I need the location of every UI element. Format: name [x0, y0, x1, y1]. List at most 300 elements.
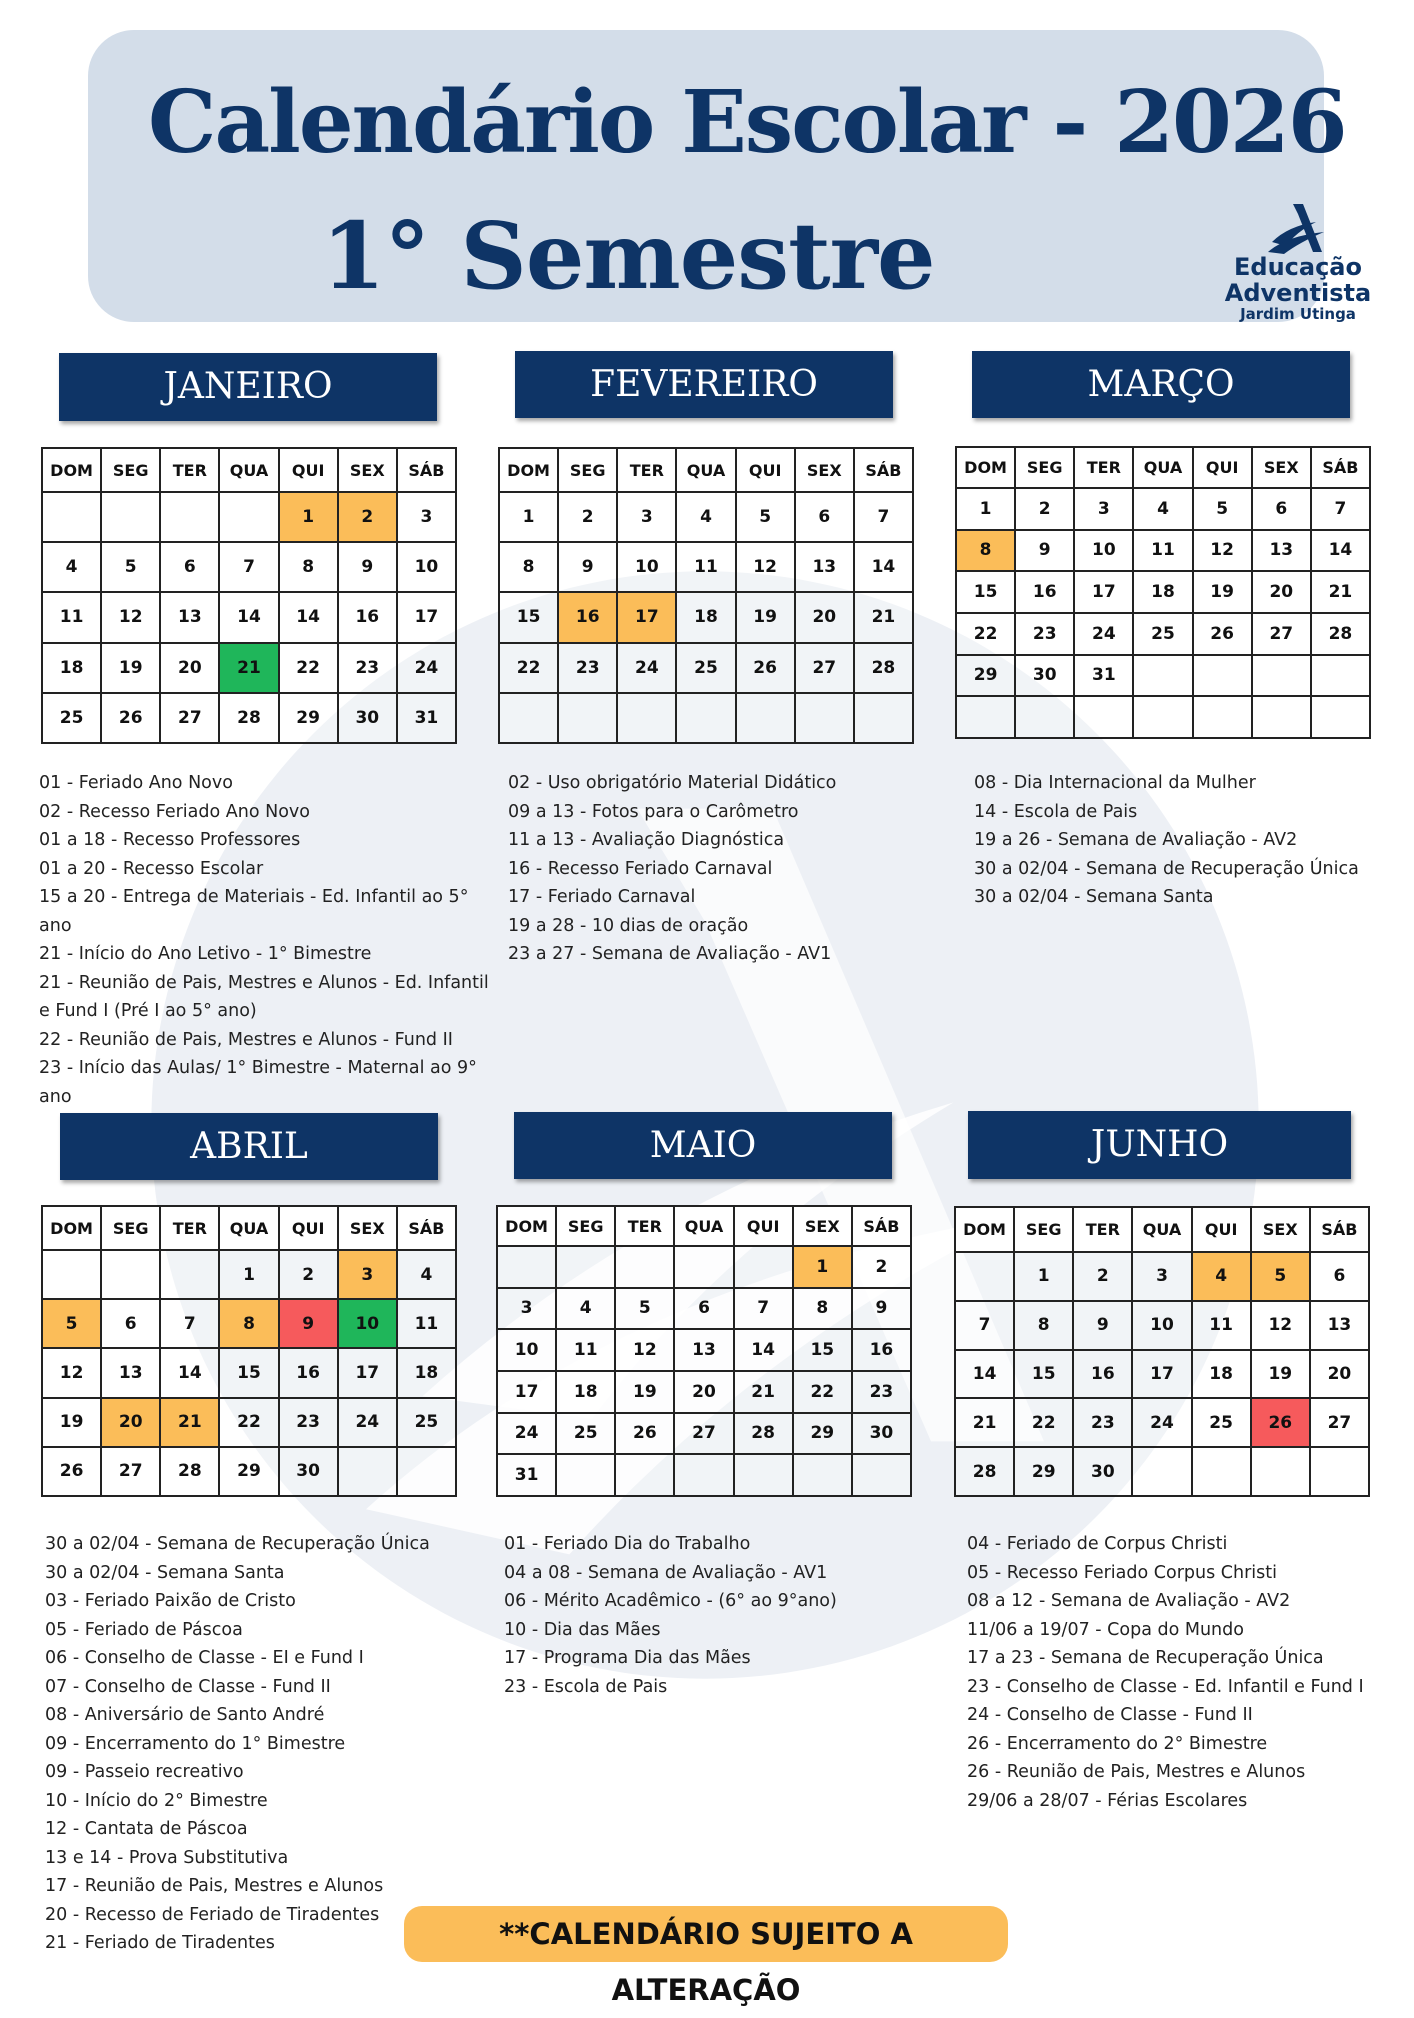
note-item: 09 - Encerramento do 1° Bimestre: [45, 1733, 346, 1754]
day-cell: 21: [955, 1398, 1014, 1447]
day-cell: 28: [219, 693, 278, 743]
day-cell: 12: [736, 542, 795, 592]
day-cell: 31: [497, 1454, 556, 1496]
day-cell: 10: [617, 542, 676, 592]
day-cell: 9: [338, 542, 397, 592]
day-cell: 7: [854, 492, 913, 542]
weekday-header: QUI: [279, 1206, 338, 1250]
weekday-header: DOM: [497, 1206, 556, 1246]
week-row: [956, 696, 1370, 738]
note-item: 20 - Recesso de Feriado de Tiradentes: [45, 1904, 380, 1925]
day-cell: 31: [1074, 655, 1133, 697]
day-cell: 21: [219, 643, 278, 693]
note-item: 17 - Programa Dia das Mães: [504, 1648, 751, 1668]
day-cell: 8: [219, 1299, 278, 1348]
day-cell: 4: [1192, 1252, 1251, 1301]
weekday-header: SEG: [101, 448, 160, 492]
note-item: 04 a 08 - Semana de Avaliação - AV1: [504, 1562, 828, 1583]
week-row: [497, 1288, 911, 1330]
weekday-header: QUA: [219, 448, 278, 492]
calendar-grid: [954, 1206, 1370, 1497]
empty-cell: [556, 1454, 615, 1496]
note-item: 21 - Feriado de Tiradentes: [45, 1933, 275, 1953]
day-cell: 17: [1132, 1350, 1191, 1399]
day-cell: 26: [1251, 1398, 1310, 1447]
day-cell: 25: [676, 643, 735, 693]
day-cell: 11: [676, 542, 735, 592]
empty-cell: [734, 1246, 793, 1288]
empty-cell: [1193, 696, 1252, 738]
day-cell: 20: [1310, 1350, 1369, 1399]
note-item: 24 - Conselho de Classe - Fund II: [967, 1705, 1253, 1725]
empty-cell: [1133, 655, 1192, 697]
day-cell: 25: [1133, 613, 1192, 655]
day-cell: 1: [219, 1250, 278, 1299]
day-cell: 21: [160, 1398, 219, 1447]
day-cell: 5: [101, 542, 160, 592]
weekday-header: DOM: [42, 1206, 101, 1250]
note-item: 17 - Reunião de Pais, Mestres e Alunos: [45, 1876, 384, 1896]
weekday-header: QUI: [1192, 1207, 1251, 1252]
day-cell: 10: [1074, 530, 1133, 572]
empty-cell: [1132, 1447, 1191, 1496]
day-cell: 27: [101, 1447, 160, 1496]
week-row: [497, 1246, 911, 1288]
empty-cell: [101, 492, 160, 542]
note-item: 04 - Feriado de Corpus Christi: [967, 1534, 1228, 1554]
day-cell: 28: [734, 1413, 793, 1455]
day-cell: 18: [676, 592, 735, 642]
day-cell: 13: [1252, 530, 1311, 572]
day-cell: 1: [1014, 1252, 1073, 1301]
day-cell: 26: [1193, 613, 1252, 655]
day-cell: 22: [499, 643, 558, 693]
weekday-header: SEX: [1252, 447, 1311, 488]
day-cell: 4: [42, 542, 101, 592]
note-item: 21 - Reunião de Pais, Mestres e Alunos - Ed. Infantil e Fund I (Pré I ao 5° ano): [39, 972, 489, 1021]
calendar-grid: [955, 446, 1371, 739]
day-cell: 29: [793, 1413, 852, 1455]
day-cell: 13: [674, 1329, 733, 1371]
day-cell: 10: [397, 542, 456, 592]
note-item: 21 - Início do Ano Letivo - 1° Bimestre: [39, 944, 372, 964]
weekday-header: QUI: [1193, 447, 1252, 488]
week-row: [499, 542, 913, 592]
day-cell: 24: [497, 1413, 556, 1455]
empty-cell: [1015, 696, 1074, 738]
empty-cell: [1311, 696, 1370, 738]
month-notes: [39, 769, 489, 1111]
day-cell: 6: [160, 542, 219, 592]
weekday-header: DOM: [955, 1207, 1014, 1252]
day-cell: 5: [42, 1299, 101, 1348]
note-item: 23 - Início das Aulas/ 1° Bimestre - Maternal ao 9° ano: [39, 1058, 477, 1107]
note-item: 14 - Escola de Pais: [974, 801, 1138, 822]
weekday-header: SEG: [101, 1206, 160, 1250]
weekday-header: QUA: [676, 448, 735, 492]
day-cell: 2: [1073, 1252, 1132, 1301]
week-row: [956, 571, 1370, 613]
note-item: 23 - Escola de Pais: [504, 1676, 668, 1697]
week-row: [955, 1350, 1369, 1399]
empty-cell: [1311, 655, 1370, 697]
day-cell: 29: [219, 1447, 278, 1496]
month-title: JUNHO: [968, 1111, 1351, 1179]
day-cell: 21: [1311, 571, 1370, 613]
day-cell: 1: [279, 492, 338, 542]
day-cell: 3: [1074, 488, 1133, 530]
weekday-header: QUI: [736, 448, 795, 492]
day-cell: 4: [676, 492, 735, 542]
empty-cell: [101, 1250, 160, 1299]
day-cell: 30: [1073, 1447, 1132, 1496]
day-cell: 4: [397, 1250, 456, 1299]
week-row: [955, 1447, 1369, 1496]
week-row: [42, 592, 456, 642]
week-row: [499, 592, 913, 642]
empty-cell: [42, 492, 101, 542]
day-cell: 23: [338, 643, 397, 693]
week-row: [956, 655, 1370, 697]
week-row: [42, 643, 456, 693]
weekday-header: DOM: [499, 448, 558, 492]
empty-cell: [397, 1447, 456, 1496]
day-cell: 15: [793, 1329, 852, 1371]
note-item: 11 a 13 - Avaliação Diagnóstica: [508, 830, 785, 850]
empty-cell: [615, 1454, 674, 1496]
day-cell: 5: [615, 1288, 674, 1330]
day-cell: 1: [793, 1246, 852, 1288]
day-cell: 27: [674, 1413, 733, 1455]
weekday-header: QUA: [219, 1206, 278, 1250]
week-row: [42, 492, 456, 542]
day-cell: 4: [1133, 488, 1192, 530]
adventist-logo-icon: [1266, 202, 1330, 254]
day-cell: 16: [852, 1329, 911, 1371]
day-cell: 9: [1073, 1301, 1132, 1350]
note-item: 11/06 a 19/07 - Copa do Mundo: [967, 1619, 1244, 1640]
empty-cell: [556, 1246, 615, 1288]
weekday-header: TER: [1074, 447, 1133, 488]
day-cell: 3: [497, 1288, 556, 1330]
day-cell: 22: [793, 1371, 852, 1413]
weekday-header: SÁB: [1310, 1207, 1369, 1252]
day-cell: 10: [338, 1299, 397, 1348]
day-cell: 16: [279, 1348, 338, 1397]
empty-cell: [42, 1250, 101, 1299]
empty-cell: [1252, 696, 1311, 738]
empty-cell: [1192, 1447, 1251, 1496]
note-item: 17 - Feriado Carnaval: [508, 887, 696, 907]
calendar-grid: [41, 1205, 457, 1497]
day-cell: 9: [852, 1288, 911, 1330]
day-cell: 14: [854, 542, 913, 592]
note-item: 22 - Reunião de Pais, Mestres e Alunos - Fund II: [39, 1029, 453, 1050]
day-cell: 22: [956, 613, 1015, 655]
empty-cell: [793, 1454, 852, 1496]
note-item: 30 a 02/04 - Semana Santa: [974, 887, 1214, 907]
empty-cell: [956, 696, 1015, 738]
note-item: 01 a 18 - Recesso Professores: [39, 830, 301, 850]
weekday-header: SEG: [1015, 447, 1074, 488]
page-subtitle: 1° Semestre: [321, 202, 935, 310]
weekday-header: SÁB: [397, 448, 456, 492]
day-cell: 19: [736, 592, 795, 642]
weekday-header: SEG: [1014, 1207, 1073, 1252]
calendar-grid: [498, 447, 914, 744]
weekday-header: QUA: [1133, 447, 1192, 488]
empty-cell: [338, 1447, 397, 1496]
note-item: 09 - Passeio recreativo: [45, 1762, 244, 1782]
note-item: 02 - Uso obrigatório Material Didático: [508, 773, 837, 793]
day-cell: 11: [1133, 530, 1192, 572]
day-cell: 24: [1132, 1398, 1191, 1447]
week-row: [499, 492, 913, 542]
note-item: 01 a 20 - Recesso Escolar: [39, 858, 264, 879]
day-cell: 4: [556, 1288, 615, 1330]
day-cell: 20: [674, 1371, 733, 1413]
month-title: ABRIL: [60, 1113, 438, 1180]
weekday-header: QUA: [1132, 1207, 1191, 1252]
day-cell: 26: [736, 643, 795, 693]
day-cell: 7: [1311, 488, 1370, 530]
weekday-header: SÁB: [1311, 447, 1370, 488]
month-title: MARÇO: [972, 351, 1350, 418]
note-item: 10 - Início do 2° Bimestre: [45, 1790, 268, 1811]
note-item: 17 a 23 - Semana de Recuperação Única: [967, 1648, 1324, 1668]
note-item: 19 a 28 - 10 dias de oração: [508, 915, 749, 936]
month-title: MAIO: [514, 1112, 892, 1179]
day-cell: 20: [160, 643, 219, 693]
note-item: 06 - Mérito Acadêmico - (6° ao 9°ano): [504, 1591, 837, 1611]
day-cell: 6: [674, 1288, 733, 1330]
weekday-header: SÁB: [854, 448, 913, 492]
empty-cell: [676, 693, 735, 743]
day-cell: 28: [160, 1447, 219, 1496]
weekday-header: SEX: [795, 448, 854, 492]
day-cell: 27: [1252, 613, 1311, 655]
day-cell: 6: [795, 492, 854, 542]
weekday-header: DOM: [42, 448, 101, 492]
note-item: 12 - Cantata de Páscoa: [45, 1819, 248, 1839]
day-cell: 5: [1251, 1252, 1310, 1301]
empty-cell: [736, 693, 795, 743]
empty-cell: [219, 492, 278, 542]
week-row: [955, 1301, 1369, 1350]
empty-cell: [1133, 696, 1192, 738]
day-cell: 16: [338, 592, 397, 642]
logo-text-line2: Adventista: [1224, 279, 1372, 307]
weekday-header: TER: [615, 1206, 674, 1246]
day-cell: 6: [101, 1299, 160, 1348]
empty-cell: [674, 1246, 733, 1288]
day-cell: 11: [397, 1299, 456, 1348]
day-cell: 16: [1015, 571, 1074, 613]
header-panel: [88, 30, 1372, 323]
note-item: 26 - Reunião de Pais, Mestres e Alunos: [967, 1762, 1306, 1782]
month-notes: [974, 769, 1374, 912]
day-cell: 26: [101, 693, 160, 743]
week-row: [956, 530, 1370, 572]
day-cell: 26: [42, 1447, 101, 1496]
logo-text-line1: Educação: [1234, 253, 1362, 281]
day-cell: 26: [615, 1413, 674, 1455]
day-cell: 21: [854, 592, 913, 642]
weekday-header: QUA: [674, 1206, 733, 1246]
empty-cell: [615, 1246, 674, 1288]
day-cell: 11: [1192, 1301, 1251, 1350]
day-cell: 2: [558, 492, 617, 542]
note-item: 08 a 12 - Semana de Avaliação - AV2: [967, 1591, 1291, 1611]
day-cell: 15: [1014, 1350, 1073, 1399]
note-item: 03 - Feriado Paixão de Cristo: [45, 1591, 296, 1611]
day-cell: 23: [1073, 1398, 1132, 1447]
day-cell: 18: [556, 1371, 615, 1413]
empty-cell: [1074, 696, 1133, 738]
note-item: 09 a 13 - Fotos para o Carômetro: [508, 801, 799, 822]
month-notes: [45, 1530, 445, 1958]
day-cell: 24: [397, 643, 456, 693]
empty-cell: [617, 693, 676, 743]
day-cell: 16: [558, 592, 617, 642]
day-cell: 18: [1192, 1350, 1251, 1399]
week-row: [955, 1252, 1369, 1301]
day-cell: 12: [1251, 1301, 1310, 1350]
month-notes: [508, 769, 908, 969]
week-row: [499, 693, 913, 743]
day-cell: 11: [556, 1329, 615, 1371]
empty-cell: [499, 693, 558, 743]
note-item: 10 - Dia das Mães: [504, 1619, 661, 1640]
day-cell: 23: [852, 1371, 911, 1413]
day-cell: 20: [795, 592, 854, 642]
note-item: 02 - Recesso Feriado Ano Novo: [39, 801, 310, 822]
day-cell: 23: [558, 643, 617, 693]
day-cell: 8: [793, 1288, 852, 1330]
note-item: 23 a 27 - Semana de Avaliação - AV1: [508, 944, 832, 964]
weekday-header: SEX: [1251, 1207, 1310, 1252]
empty-cell: [734, 1454, 793, 1496]
day-cell: 13: [1310, 1301, 1369, 1350]
day-cell: 20: [101, 1398, 160, 1447]
day-cell: 1: [956, 488, 1015, 530]
empty-cell: [795, 693, 854, 743]
day-cell: 21: [734, 1371, 793, 1413]
week-row: [42, 1250, 456, 1299]
weekday-header: QUI: [734, 1206, 793, 1246]
day-cell: 22: [1014, 1398, 1073, 1447]
week-row: [497, 1371, 911, 1413]
day-cell: 6: [1310, 1252, 1369, 1301]
empty-cell: [558, 693, 617, 743]
day-cell: 8: [956, 530, 1015, 572]
day-cell: 12: [1193, 530, 1252, 572]
day-cell: 7: [219, 542, 278, 592]
day-cell: 12: [101, 592, 160, 642]
day-cell: 17: [1074, 571, 1133, 613]
day-cell: 8: [499, 542, 558, 592]
day-cell: 2: [338, 492, 397, 542]
week-row: [955, 1398, 1369, 1447]
day-cell: 18: [397, 1348, 456, 1397]
day-cell: 23: [1015, 613, 1074, 655]
day-cell: 15: [956, 571, 1015, 613]
day-cell: 2: [279, 1250, 338, 1299]
day-cell: 15: [499, 592, 558, 642]
empty-cell: [1310, 1447, 1369, 1496]
note-item: 01 - Feriado Ano Novo: [39, 773, 233, 793]
day-cell: 17: [338, 1348, 397, 1397]
day-cell: 27: [1310, 1398, 1369, 1447]
weekday-header: TER: [160, 1206, 219, 1250]
day-cell: 14: [955, 1350, 1014, 1399]
empty-cell: [1252, 655, 1311, 697]
day-cell: 1: [499, 492, 558, 542]
day-cell: 3: [1132, 1252, 1191, 1301]
day-cell: 17: [497, 1371, 556, 1413]
week-row: [42, 1299, 456, 1348]
note-item: 29/06 a 28/07 - Férias Escolares: [967, 1790, 1248, 1811]
day-cell: 28: [1311, 613, 1370, 655]
note-item: 30 a 02/04 - Semana Santa: [45, 1562, 285, 1583]
disclaimer-badge: **CALENDÁRIO SUJEITO A ALTERAÇÃO: [404, 1906, 1008, 1962]
day-cell: 10: [497, 1329, 556, 1371]
note-item: 01 - Feriado Dia do Trabalho: [504, 1534, 751, 1554]
day-cell: 12: [615, 1329, 674, 1371]
weekday-header: TER: [1073, 1207, 1132, 1252]
day-cell: 3: [397, 492, 456, 542]
day-cell: 9: [558, 542, 617, 592]
day-cell: 9: [1015, 530, 1074, 572]
day-cell: 30: [852, 1413, 911, 1455]
empty-cell: [497, 1246, 556, 1288]
day-cell: 24: [617, 643, 676, 693]
week-row: [42, 542, 456, 592]
month-title: FEVEREIRO: [515, 351, 893, 418]
note-item: 08 - Aniversário de Santo André: [45, 1705, 325, 1725]
day-cell: 17: [617, 592, 676, 642]
month-title: JANEIRO: [59, 353, 437, 421]
note-item: 07 - Conselho de Classe - Fund II: [45, 1676, 331, 1697]
day-cell: 28: [854, 643, 913, 693]
day-cell: 13: [101, 1348, 160, 1397]
weekday-header: SEG: [556, 1206, 615, 1246]
note-item: 15 a 20 - Entrega de Materiais - Ed. Infantil ao 5° ano: [39, 887, 469, 936]
day-cell: 2: [852, 1246, 911, 1288]
day-cell: 16: [1073, 1350, 1132, 1399]
day-cell: 9: [279, 1299, 338, 1348]
weekday-header: SEX: [793, 1206, 852, 1246]
day-cell: 2: [1015, 488, 1074, 530]
day-cell: 22: [219, 1398, 278, 1447]
day-cell: 14: [279, 592, 338, 642]
note-item: 05 - Recesso Feriado Corpus Christi: [967, 1562, 1277, 1583]
day-cell: 22: [279, 643, 338, 693]
day-cell: 14: [1311, 530, 1370, 572]
day-cell: 7: [734, 1288, 793, 1330]
logo-text-line3: Jardim Utinga: [1240, 305, 1356, 323]
week-row: [42, 693, 456, 743]
day-cell: 7: [955, 1301, 1014, 1350]
day-cell: 23: [279, 1398, 338, 1447]
day-cell: 30: [338, 693, 397, 743]
note-item: 23 - Conselho de Classe - Ed. Infantil e Fund I: [967, 1676, 1364, 1697]
day-cell: 14: [734, 1329, 793, 1371]
day-cell: 13: [795, 542, 854, 592]
note-item: 26 - Encerramento do 2° Bimestre: [967, 1733, 1268, 1754]
week-row: [956, 613, 1370, 655]
day-cell: 18: [42, 643, 101, 693]
